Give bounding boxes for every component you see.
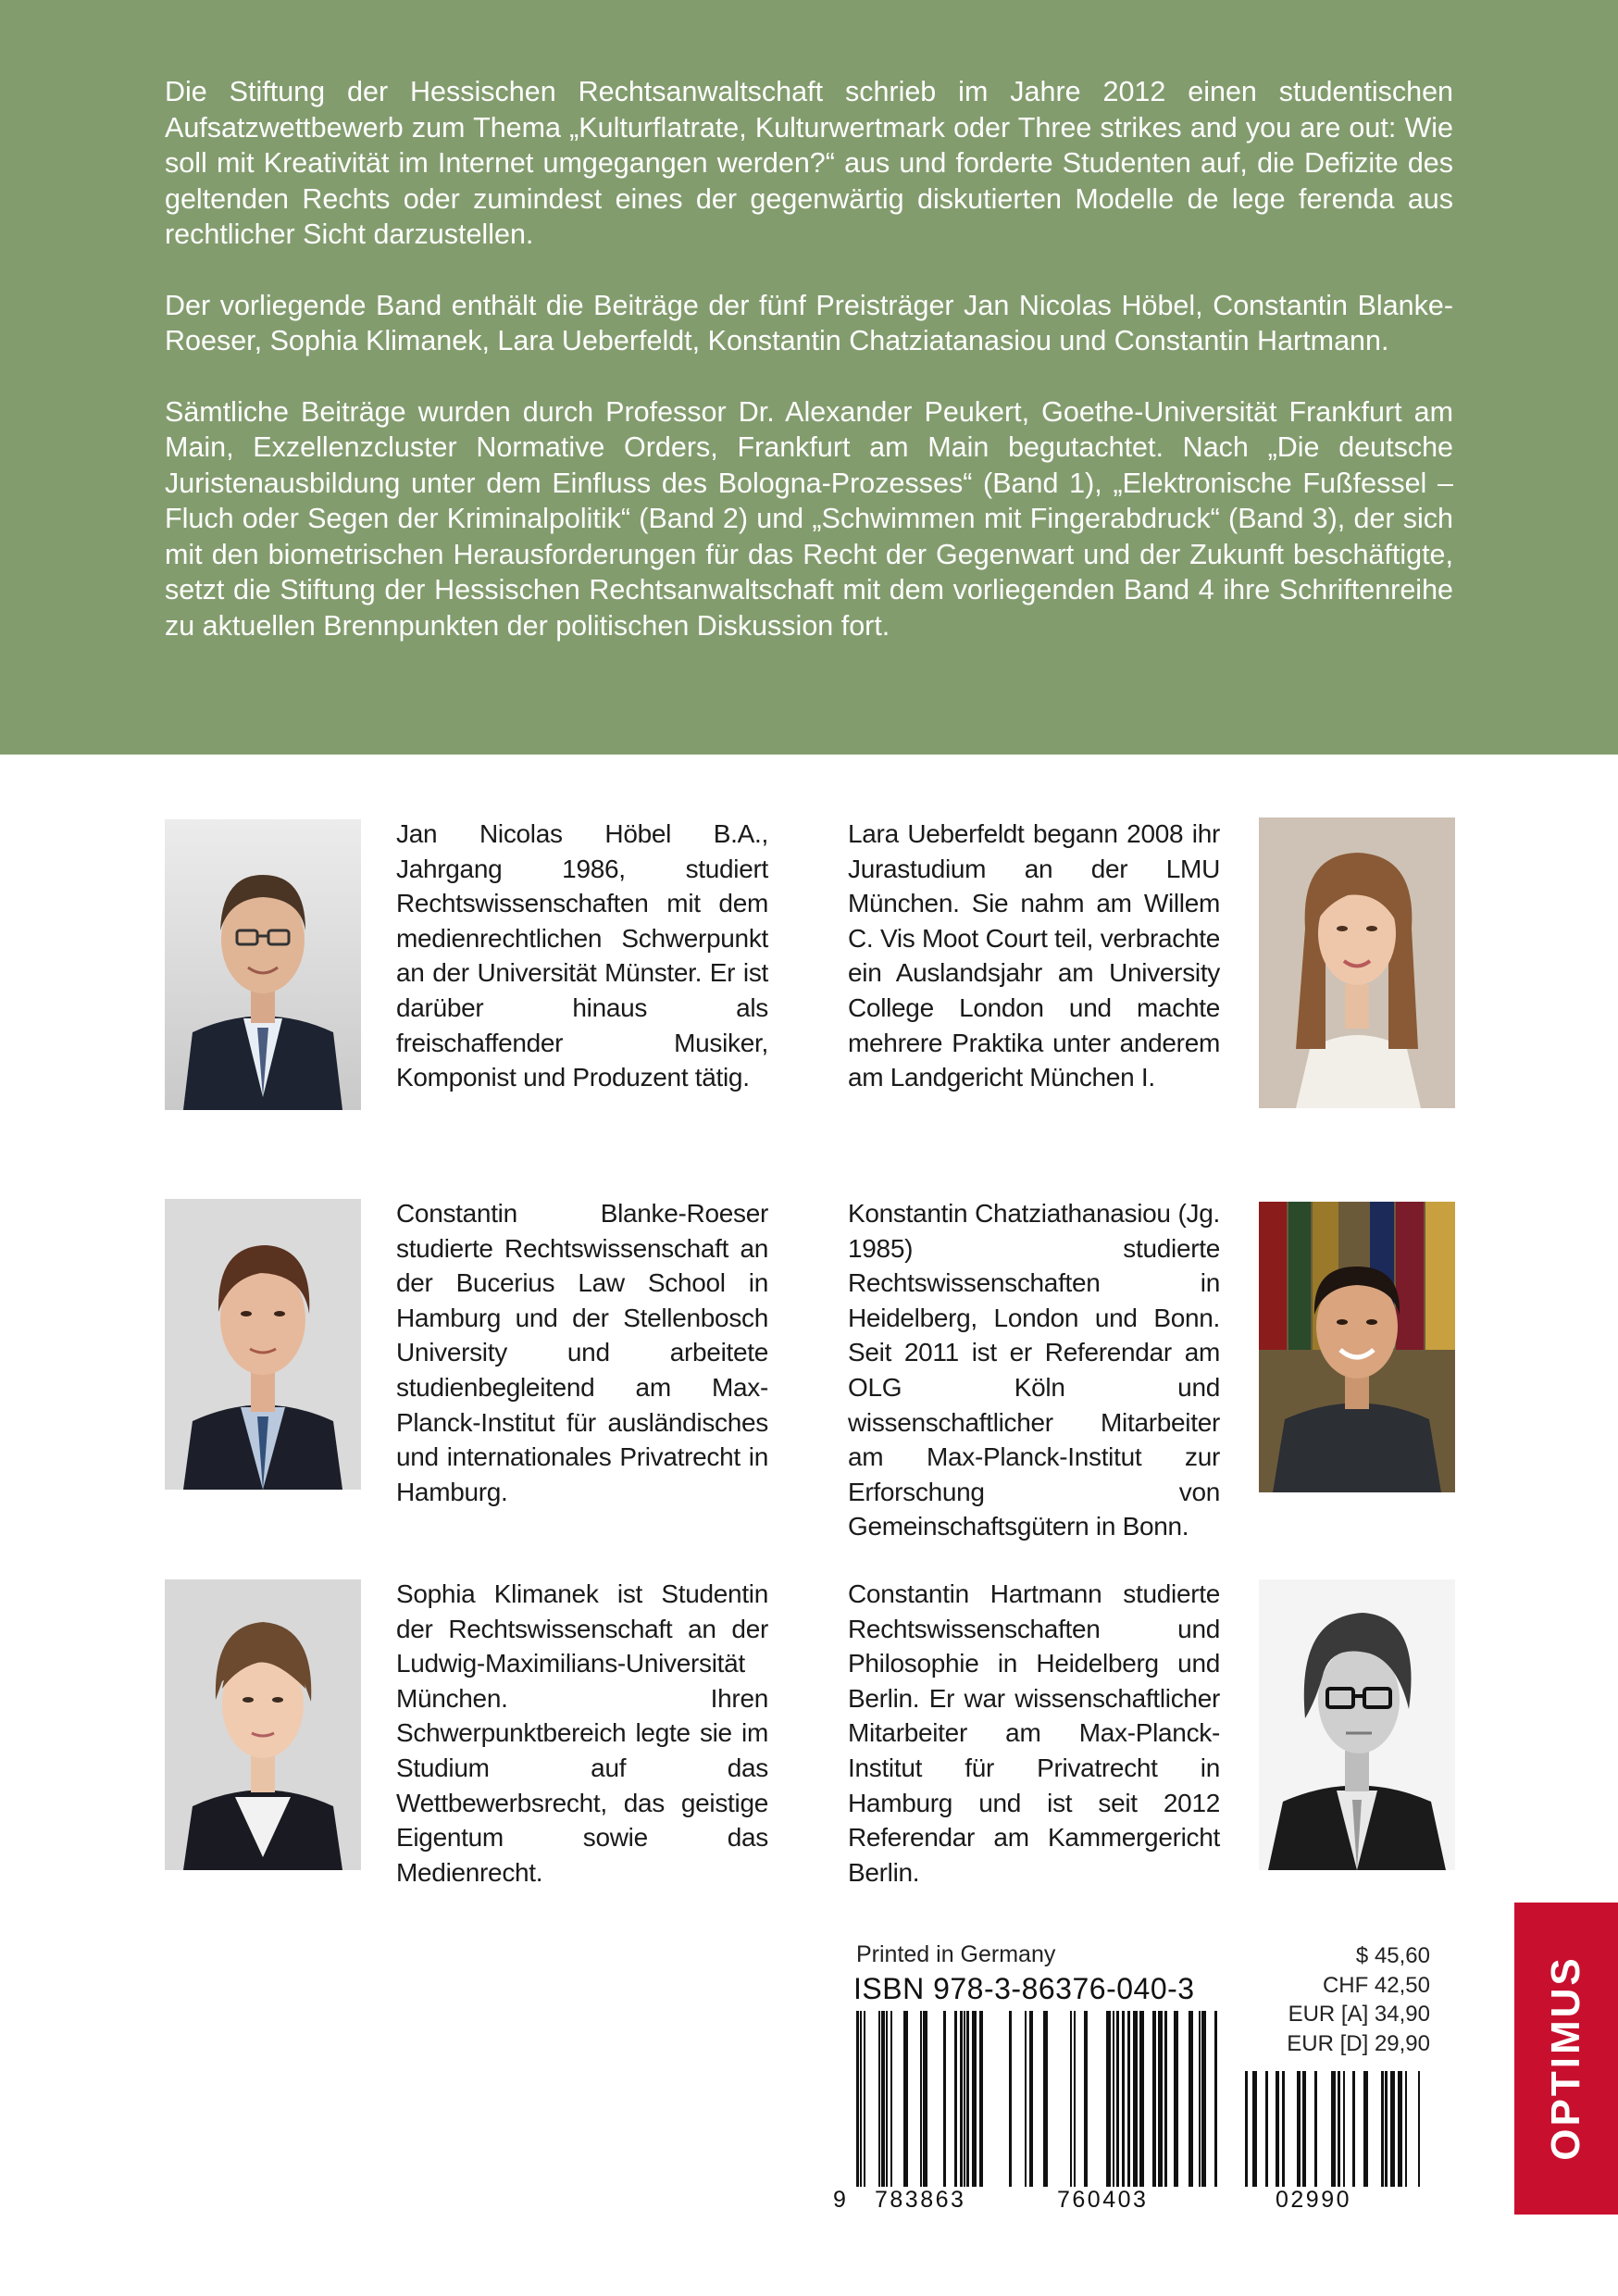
intro-paragraph-2: Der vorliegende Band enthält die Beiträge der fünf Preisträger Jan Nicolas Höbel, Constantin Blanke-Roeser, Sophia Klimanek, Lara Ueberfeldt, Konstantin Chatziatanasiou und Constantin Hartmann.: [165, 289, 1453, 356]
barcode-bar: [1265, 2071, 1268, 2187]
price-eur-d: EUR [D] 29,90: [1287, 2030, 1430, 2056]
barcode-bar: [1276, 2071, 1279, 2187]
bio-text-hoebel: Jan Nicolas Höbel B.A., Jahrgang 1986, studiert Rechtswissenschaften mit dem medienrechtlichen Schwerpunkt an der Universität Münster. Er ist darüber hinaus als freischaffender Musiker, Komponist und Produzent tätig.: [396, 819, 768, 1092]
price-barcode: [1245, 2071, 1430, 2187]
barcode-digits-addon: 02990: [1276, 2187, 1352, 2213]
barcode-bar: [1331, 2071, 1336, 2187]
barcode-bar: [1043, 2011, 1048, 2187]
barcode-bar: [881, 2011, 885, 2187]
barcode-bar: [972, 2011, 977, 2187]
bio-text-chatziathanasiou: Konstantin Chatziathanasiou (Jg. 1985) studierte Rechtswissenschaften in Heidelberg, London und Bonn. Seit 2011 ist er Referendar am OLG Köln und wissenschaftlicher Mitarbeiter am Max-Planck-Institut zur Erforschung von Gemeinschaftsgütern in Bonn.: [848, 1199, 1220, 1541]
barcode-bar: [1139, 2011, 1144, 2187]
barcode-bar: [1174, 2011, 1178, 2187]
price-list: [1231, 1941, 1430, 2058]
intro-band: [0, 0, 1618, 755]
barcode-bar: [1133, 2011, 1138, 2187]
barcode-bar: [864, 2011, 865, 2187]
barcode-bar: [1199, 2011, 1201, 2187]
barcode-bar: [1122, 2011, 1125, 2187]
barcode-bar: [954, 2011, 957, 2187]
bio-text-blanke-roeser: Constantin Blanke-Roeser studierte Rechtswissenschaft an der Bucerius Law School in Hamburg und der Stellenbosch University und arbeitete studienbegleitend am Max-Planck-Institut für ausländisches und internationales Privatrecht in Hamburg.: [396, 1199, 768, 1506]
intro-paragraph-1: Die Stiftung der Hessischen Rechtsanwaltschaft schrieb im Jahre 2012 einen studentischen Aufsatzwettbewerb zum Thema „Kulturflatrate, Kulturwertmark oder Three strikes and you are out: Wie soll mit Kreativität im Internet umgegangen werden?“ aus und forderte Studenten auf, die Defizite des geltenden Rechts oder zumindest eines der gegenwärtig diskutierten Modelle de lege ferenda aus rechtlicher Sicht darzustellen.: [165, 76, 1453, 250]
barcode-bar: [1381, 2071, 1384, 2187]
barcode-bar: [1152, 2011, 1156, 2187]
author-photo-klimanek: [165, 1579, 361, 1870]
barcode-bar: [903, 2011, 908, 2187]
barcode-bar: [1189, 2011, 1193, 2187]
barcode-bar: [1116, 2011, 1119, 2187]
barcode-bar: [943, 2011, 946, 2187]
barcode-digit-lead: 9: [833, 2187, 849, 2213]
barcode-bar: [1352, 2071, 1355, 2187]
barcode-bar: [1025, 2011, 1027, 2187]
barcode-bar: [1113, 2011, 1114, 2187]
barcode-bar: [1282, 2071, 1285, 2187]
barcode-bar: [1164, 2011, 1167, 2187]
barcode-bar: [890, 2011, 892, 2187]
barcode-bar: [1390, 2071, 1395, 2187]
publisher-name: OPTIMUS: [1543, 1955, 1588, 2161]
barcode-digits-right: 760403: [1057, 2187, 1149, 2213]
author-photo-hartmann: [1259, 1579, 1455, 1870]
bio-text-hartmann: Constantin Hartmann studierte Rechtswissenschaften und Philosophie in Heidelberg und Berlin. Er war wissenschaftlicher Mitarbeiter am Max-Planck-Institut für Privatrecht in Hamburg und ist seit 2012 Referendar am Kammergericht Berlin.: [848, 1579, 1220, 1887]
barcode-bar: [1070, 2011, 1072, 2187]
barcode-bar: [1385, 2071, 1388, 2187]
bio-text-ueberfeldt: Lara Ueberfeldt begann 2008 ihr Jurastudium an der LMU München. Sie nahm am Willem C. Vis Moot Court teil, verbrachte ein Auslandsjahr am University College London und machte mehrere Praktika unter anderem am Landgericht München I.: [848, 819, 1220, 1092]
publisher-logo: [1514, 1903, 1618, 2215]
barcode-bar: [1363, 2071, 1368, 2187]
barcode-bar: [1106, 2011, 1111, 2187]
barcode-bar: [1009, 2011, 1012, 2187]
price-usd: $ 45,60: [1355, 1943, 1430, 1968]
barcode-bar: [1252, 2071, 1257, 2187]
printed-in: Printed in Germany: [856, 1941, 1056, 1967]
barcode-bar: [920, 2011, 922, 2187]
author-photo-blanke-roeser: [165, 1199, 361, 1490]
price-eur-a: EUR [A] 34,90: [1288, 2002, 1430, 2027]
barcode-bar: [1029, 2011, 1033, 2187]
isbn: ISBN 978-3-86376-040-3: [853, 1972, 1195, 2005]
barcode-bar: [1338, 2071, 1340, 2187]
barcode-bar: [1314, 2071, 1317, 2187]
barcode-bar: [1297, 2071, 1301, 2187]
author-photo-hoebel: [165, 819, 361, 1110]
intro-text: [165, 74, 1453, 679]
price-chf: CHF 42,50: [1322, 1972, 1430, 1998]
barcode-bar: [960, 2011, 963, 2187]
barcode-bar: [1302, 2071, 1306, 2187]
barcode-bar: [1201, 2011, 1206, 2187]
barcode-bar: [878, 2011, 880, 2187]
barcode-bar: [886, 2011, 888, 2187]
barcode-bar: [1343, 2071, 1345, 2187]
barcode-bar: [860, 2011, 862, 2187]
bio-text-klimanek: Sophia Klimanek ist Studentin der Rechtswissenschaft an der Ludwig-Maximilians-Universität München. Ihren Schwerpunktbereich legte sie im Studium auf das Wettbewerbsrecht, das geistige Eigentum sowie das Medienrecht.: [396, 1579, 768, 1887]
barcode-bar: [1398, 2071, 1402, 2187]
barcode-bar: [1418, 2071, 1420, 2187]
author-photo-chatziathanasiou: [1259, 1202, 1455, 1492]
barcode-bar: [1074, 2011, 1076, 2187]
barcode-bar: [856, 2011, 859, 2187]
isbn-barcode: [856, 2011, 1222, 2187]
barcode-bar: [1158, 2011, 1163, 2187]
barcode-bar: [1405, 2071, 1407, 2187]
barcode-bar: [923, 2011, 927, 2187]
barcode-bar: [1127, 2011, 1130, 2187]
barcode-bar: [966, 2011, 969, 2187]
author-photo-ueberfeldt: [1259, 817, 1455, 1108]
barcode-bar: [979, 2011, 983, 2187]
barcode-bar: [964, 2011, 965, 2187]
barcode-bar: [1084, 2011, 1088, 2187]
barcode-bar: [1214, 2011, 1217, 2187]
barcode-digits-left: 783863: [875, 2187, 966, 2213]
barcode-bar: [1245, 2071, 1248, 2187]
intro-paragraph-3: Sämtliche Beiträge wurden durch Professor Dr. Alexander Peukert, Goethe-Universität Frankfurt am Main, Exzellenzcluster Normative Orders, Frankfurt am Main begutachtet. Nach „Die deutsche Juristenausbildung unter dem Einfluss des Bologna-Prozesses“ (Band 1), „Elektronische Fußfessel – Fluch oder Segen der Kriminalpolitik“ (Band 2) und „Schwimmen mit Fingerabdruck“ (Band 3), der sich mit den biometrischen Herausforderungen für das Recht der Gegenwart und der Zukunft beschäftigte, setzt die Stiftung der Hessischen Rechtsanwaltschaft mit dem vorliegenden Band 4 ihre Schriftenreihe zu aktuellen Brennpunkten der politischen Diskussion fort.: [165, 395, 1453, 642]
